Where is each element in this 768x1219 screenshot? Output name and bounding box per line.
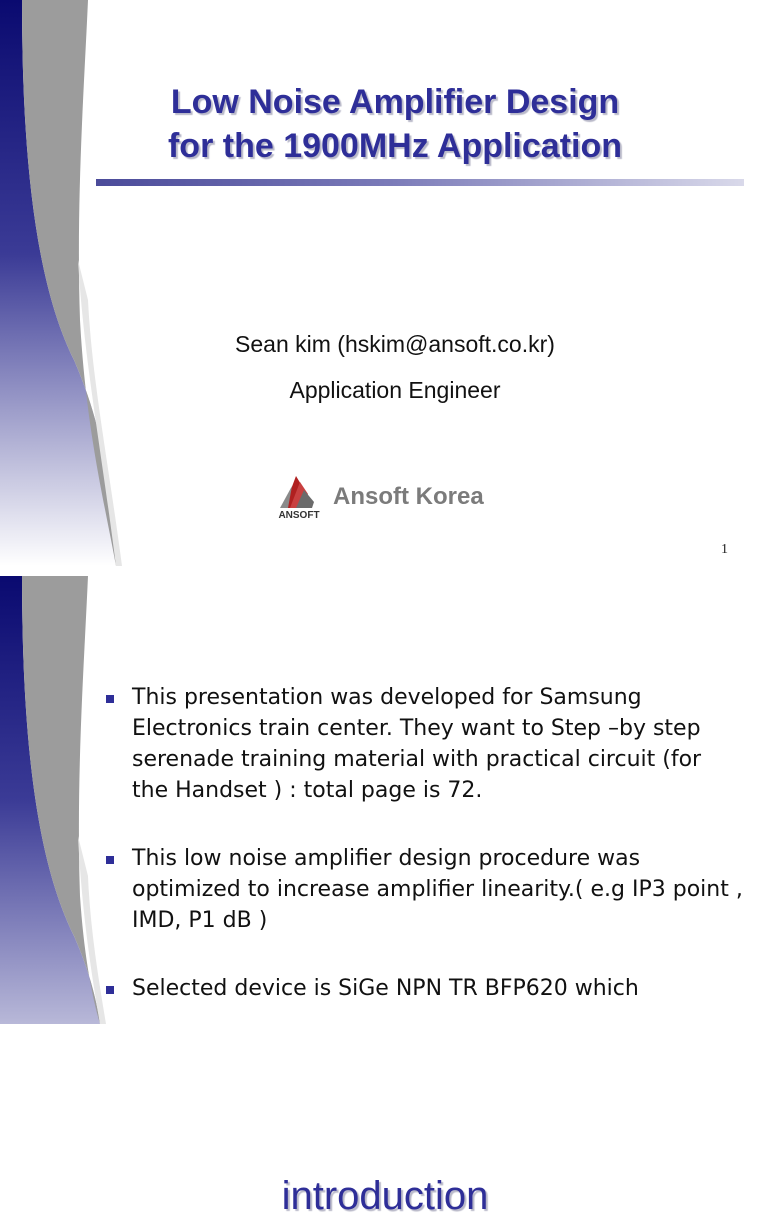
bullet-text: This presentation was developed for Samsung Electronics train center. They want to Step –by step serenade training material with practical circuit (for the Handset ) : total page is 72. xyxy=(132,685,702,803)
page-number: 1 xyxy=(721,542,728,557)
slide-title: introduction xyxy=(281,1174,489,1218)
bullet-text: This low noise amplifier design procedure was optimized to increase amplifier linearity.( e.g IP3 point , IMD, P1 dB ) xyxy=(132,846,743,933)
bullet-list xyxy=(104,682,744,1041)
bullet-square-icon xyxy=(106,856,114,864)
bullet-square-icon xyxy=(106,986,114,994)
title-underline xyxy=(96,179,744,186)
author-name: Sean kim (hskim@ansoft.co.kr) xyxy=(235,331,555,357)
bullet-item xyxy=(104,843,744,936)
slide-1 xyxy=(0,0,768,566)
slide-title-line-2: for the 1900MHz Application xyxy=(167,127,623,165)
ansoft-logo-icon xyxy=(274,472,324,520)
slide-title-line-1: Low Noise Amplifier Design xyxy=(170,83,620,121)
slide-title xyxy=(100,80,690,168)
bullet-square-icon xyxy=(106,695,114,703)
author-role: Application Engineer xyxy=(289,377,501,403)
logo-mark-text: ANSOFT xyxy=(278,510,320,521)
bullet-item xyxy=(104,973,744,1004)
bullet-item xyxy=(104,682,744,806)
slide-separator xyxy=(0,566,768,576)
logo-text: Ansoft Korea xyxy=(333,483,484,510)
bullet-text: Selected device is SiGe NPN TR BFP620 which xyxy=(132,976,639,1001)
